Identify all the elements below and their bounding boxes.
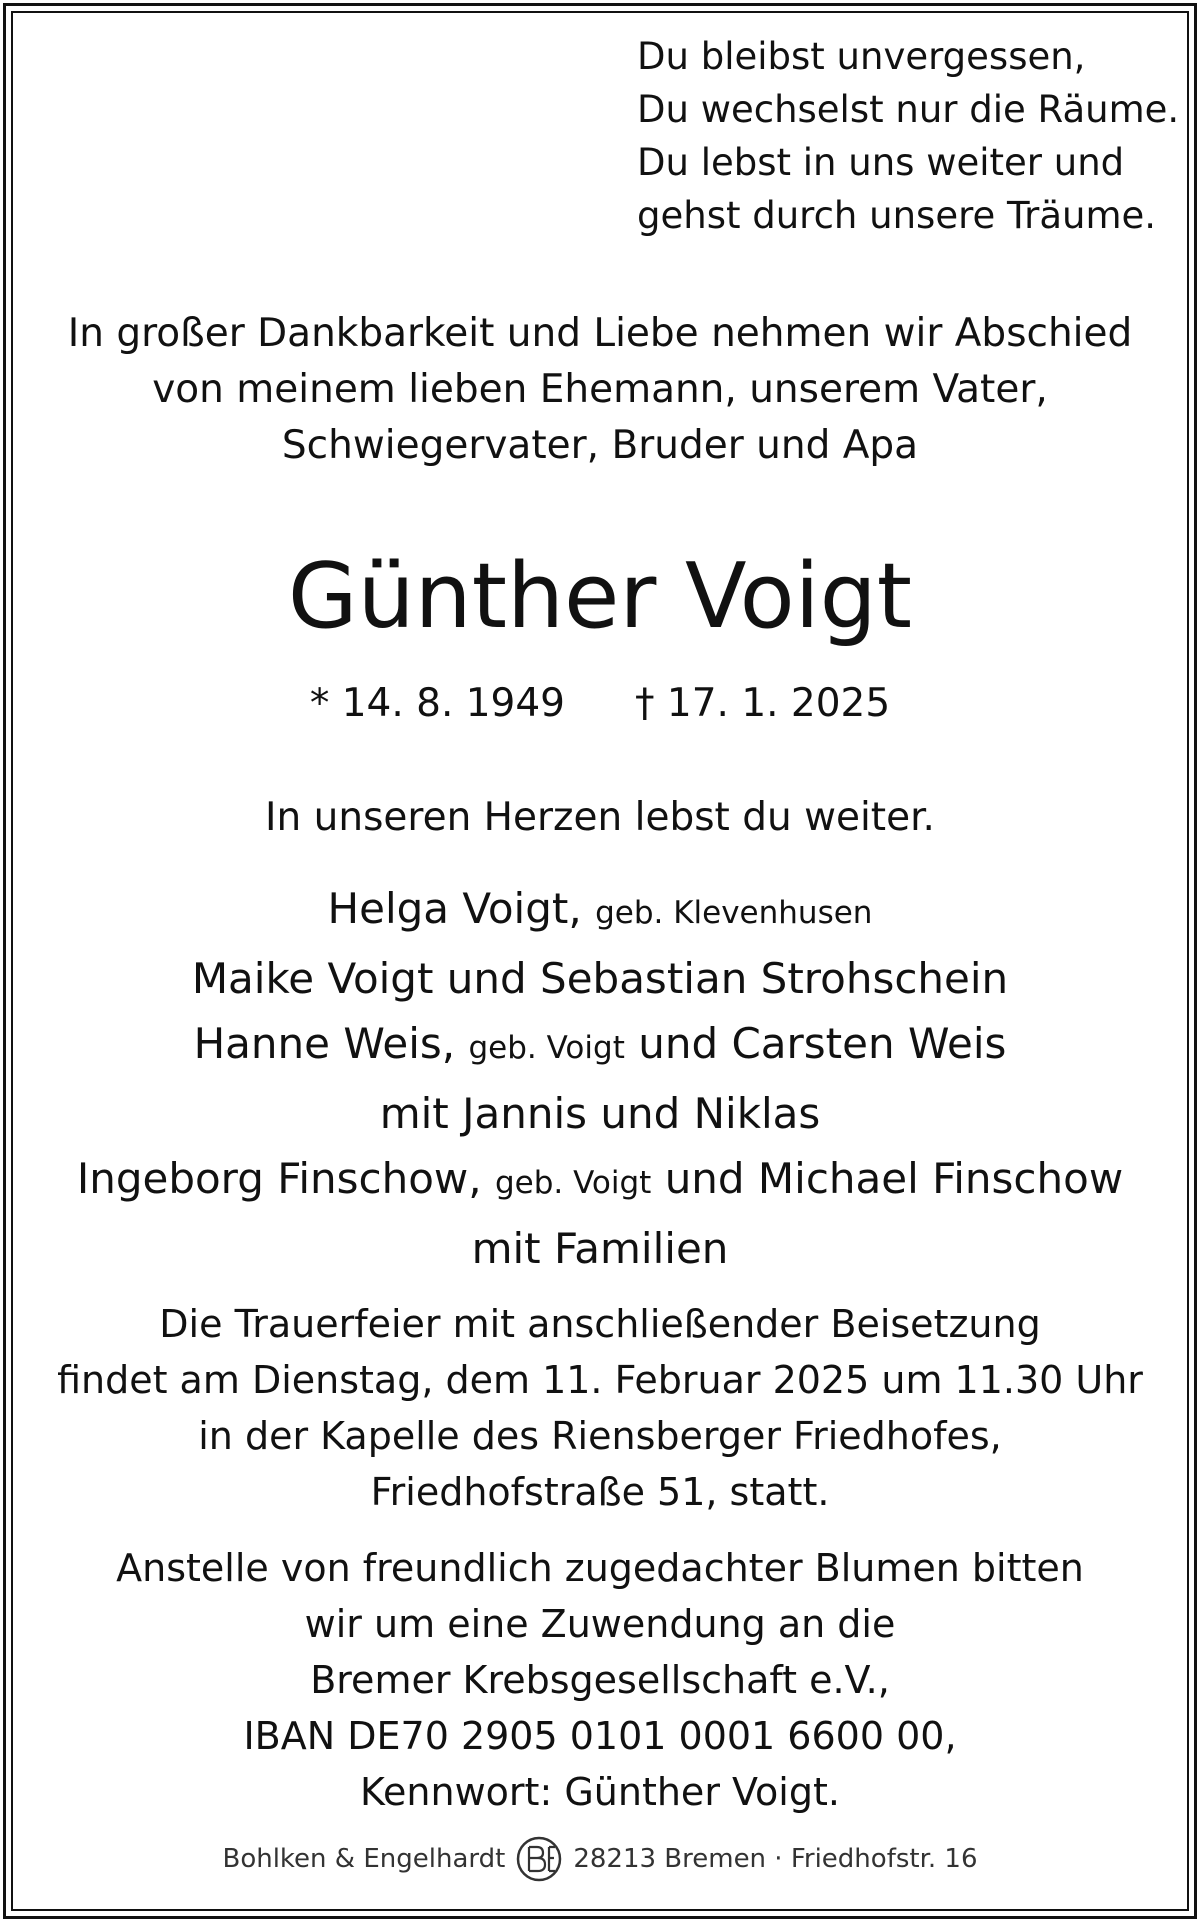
ceremony-line: Die Trauerfeier mit anschließender Beisetzung xyxy=(159,1302,1041,1346)
death-date: † 17. 1. 2025 xyxy=(635,681,891,726)
deceased-name: Günther Voigt xyxy=(287,544,913,649)
maiden-name: geb. Voigt xyxy=(494,1165,652,1201)
family-line xyxy=(20,876,1180,946)
intro-line: Schwiegervater, Bruder und Apa xyxy=(281,423,919,468)
family-signatures xyxy=(20,876,1180,1281)
birth-date: * 14. 8. 1949 xyxy=(309,681,565,726)
family-name: Hanne Weis, xyxy=(193,1019,456,1068)
life-dates xyxy=(20,676,1180,732)
donation-line: IBAN DE70 2905 0101 0001 6600 00, xyxy=(243,1714,957,1758)
intro-line: von meinem lieben Ehemann, unserem Vater, xyxy=(152,367,1048,412)
be-monogram-logo-icon xyxy=(515,1835,563,1883)
ceremony-info xyxy=(20,1296,1180,1520)
family-name-rest: und Michael Finschow xyxy=(664,1154,1124,1203)
family-line xyxy=(20,1011,1180,1081)
donation-line: wir um eine Zuwendung an die xyxy=(304,1602,896,1646)
donation-line: Anstelle von freundlich zugedachter Blumen bitten xyxy=(116,1546,1084,1590)
family-name: Ingeborg Finschow, xyxy=(76,1154,482,1203)
poem-line: Du wechselst nur die Räume. xyxy=(637,88,1180,131)
ceremony-line: Friedhofstraße 51, statt. xyxy=(370,1470,830,1514)
ceremony-line: findet am Dienstag, dem 11. Februar 2025 um 11.30 Uhr xyxy=(57,1358,1143,1402)
funeral-home-name: Bohlken & Engelhardt xyxy=(222,1844,506,1874)
maiden-name: geb. Voigt xyxy=(468,1030,625,1066)
poem-line: Du lebst in uns weiter und xyxy=(637,141,1125,184)
family-line: mit Familien xyxy=(471,1224,729,1273)
family-line: mit Jannis und Niklas xyxy=(379,1089,821,1138)
family-line xyxy=(20,1146,1180,1216)
family-name: Helga Voigt, xyxy=(327,884,582,933)
funeral-home-footer xyxy=(20,1834,1180,1884)
motto: In unseren Herzen lebst du weiter. xyxy=(265,795,935,840)
poem-line: gehst durch unsere Träume. xyxy=(637,194,1157,237)
funeral-home-address: 28213 Bremen · Friedhofstr. 16 xyxy=(573,1844,978,1874)
family-name-rest: und Carsten Weis xyxy=(638,1019,1007,1068)
family-line: Maike Voigt und Sebastian Strohschein xyxy=(191,954,1009,1003)
donation-line: Bremer Krebsgesellschaft e.V., xyxy=(310,1658,890,1702)
intro-text xyxy=(20,306,1180,474)
intro-line: In großer Dankbarkeit und Liebe nehmen wir Abschied xyxy=(67,311,1133,356)
maiden-name: geb. Klevenhusen xyxy=(595,895,873,931)
ceremony-line: in der Kapelle des Riensberger Friedhofes, xyxy=(198,1414,1002,1458)
poem xyxy=(637,30,1180,242)
donation-line: Kennwort: Günther Voigt. xyxy=(360,1770,840,1814)
donation-info xyxy=(20,1540,1180,1820)
poem-line: Du bleibst unvergessen, xyxy=(637,35,1086,78)
